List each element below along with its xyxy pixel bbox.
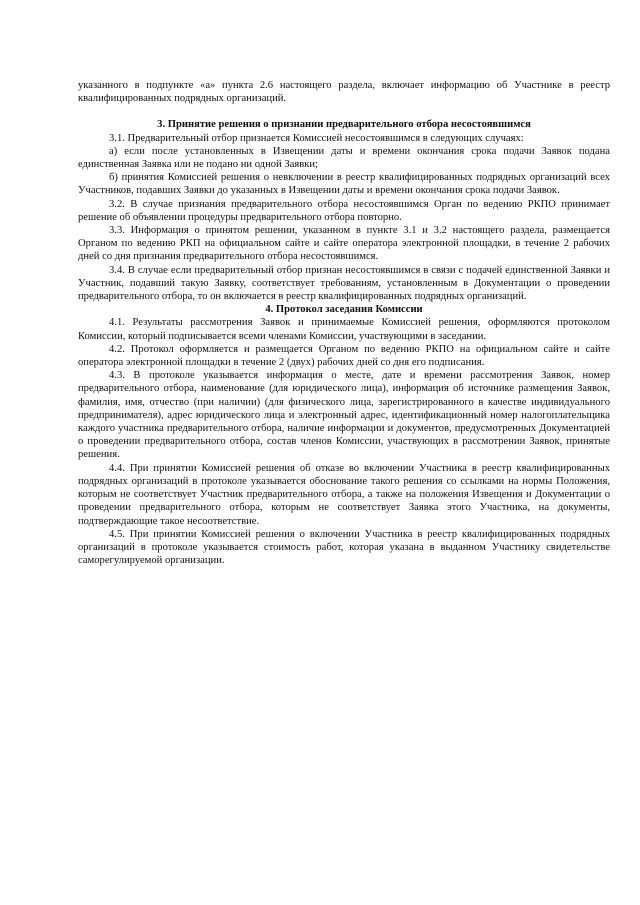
- paragraph-4-4: 4.4. При принятии Комиссией решения об отказе во включении Участника в реестр квалифицированных подрядных организаций в протоколе указывается обоснование такого решения со ссылками на нормы Положения, которым не соответствует Участник предварительного отбора, а также на положения Извещения и Документации о проведении предварительного отбора, которым не соответствует Заявка этого Участника, на документы, подтверждающие такое несоответствие.: [78, 462, 610, 527]
- paragraph-4-3: 4.3. В протоколе указывается информация о месте, дате и времени рассмотрения Заявок, номер предварительного отбора, наименование (для юридического лица), информация об источнике размещения Заявок, фамилия, имя, отчество (при наличии) (для физического лица, зарегистрированного в качестве индивидуального предпринимателя), адрес юридического лица и электронный адрес, идентификационный номер налогоплательщика каждого участника предварительного отбора, наличие информации и документов, предусмотренных Документацией о проведении предварительного отбора, состав членов Комиссии, участвующих в рассмотрении Заявок, принятые решения.: [78, 370, 610, 461]
- paragraph-3-3: 3.3. Информация о принятом решении, указанном в пункте 3.1 и 3.2 настоящего раздела, размещается Органом по ведению РКП на официальном сайте и сайте оператора электронной площадки, в течение 2 рабочих дней со дня признания предварительного отбора несостоявшимся.: [78, 225, 610, 263]
- paragraph-3-2: 3.2. В случае признания предварительного отбора несостоявшимся Орган по ведению РКПО принимает решение об объявлении процедуры предварительного отбора повторно.: [78, 198, 610, 223]
- paragraph-4-5: 4.5. При принятии Комиссией решения о включении Участника в реестр квалифицированных подрядных организаций в протоколе указывается стоимость работ, которая указана в выданном Участнику свидетельстве саморегулируемой организации.: [78, 528, 610, 567]
- spacer: [78, 105, 610, 118]
- paragraph-4-1: 4.1. Результаты рассмотрения Заявок и принимаемые Комиссией решения, оформляются протоколом Комиссии, который подписывается всеми членами Комиссии, участвующими в заседании.: [78, 317, 610, 342]
- document-page: [78, 79, 610, 567]
- paragraph-3-1-b: б) принятия Комиссией решения о невключении в реестр квалифицированных подрядных организаций всех Участников, подавших Заявки до указанных в Извещении даты и времени окончания срока подачи Заявок.: [78, 172, 610, 197]
- paragraph-3-1: 3.1. Предварительный отбор признается Комиссией несостоявшимся в следующих случаях:: [109, 132, 524, 144]
- intro-paragraph: указанного в подпункте «а» пункта 2.6 настоящего раздела, включает информацию об Участнике в реестр квалифицированных подрядных организаций.: [78, 80, 610, 105]
- paragraph-3-4: 3.4. В случае если предварительный отбор признан несостоявшимся в связи с подачей единственной Заявки и Участник, подавший такую Заявку, соответствует требованиям, установленным в Документации о проведении предварительного отбора, то он включается в реестр квалифицированных подрядных организаций.: [78, 264, 610, 303]
- paragraph-3-1-a: а) если после установленных в Извещении даты и времени окончания срока подачи Заявок подана единственная Заявка или не подано ни одной Заявки;: [78, 145, 610, 171]
- section-4-heading: 4. Протокол заседания Комиссии: [265, 304, 423, 316]
- paragraph-4-2: 4.2. Протокол оформляется и размещается Органом по ведению РКПО на официальном сайте и сайте оператора электронной площадки в течение 2 (двух) рабочих дней со дня его подписания.: [78, 343, 610, 369]
- section-3-heading: 3. Принятие решения о признании предварительного отбора несостоявшимся: [157, 119, 531, 131]
